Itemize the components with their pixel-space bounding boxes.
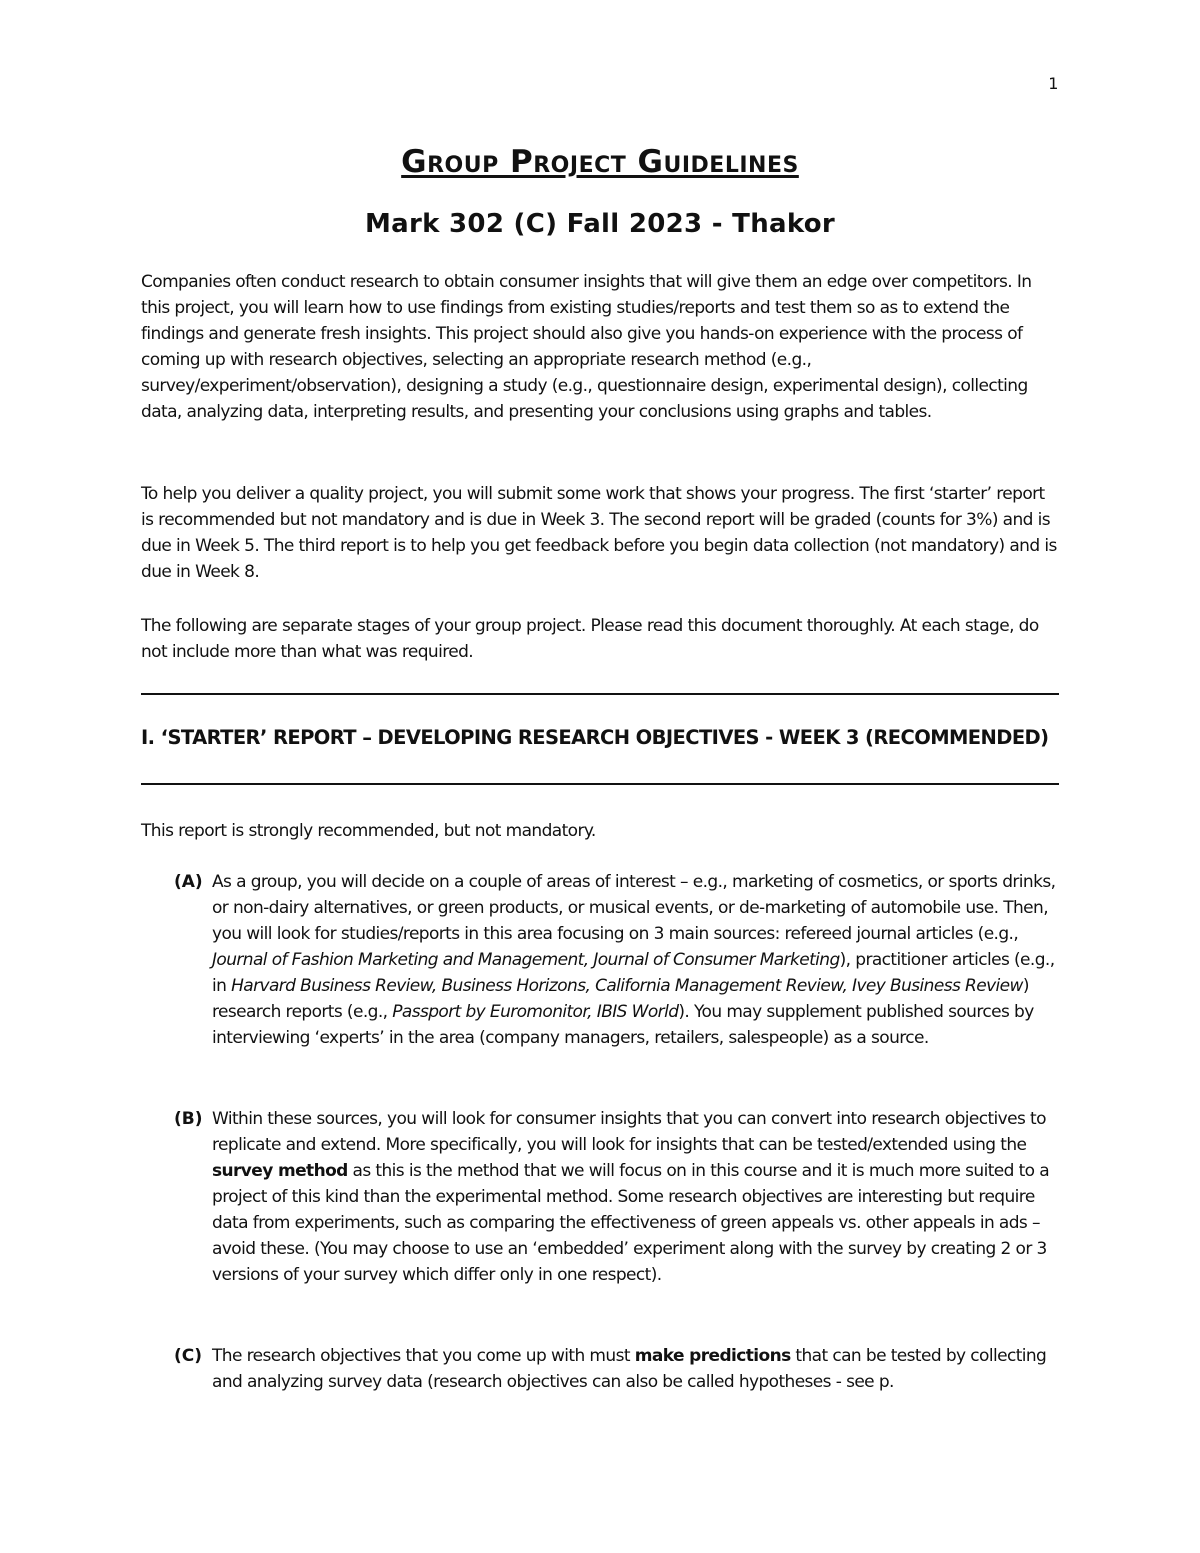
list-item-text	[212, 1106, 1062, 1288]
section-intro-text: This report is strongly recommended, but not mandatory.	[141, 821, 596, 841]
text-run: Within these sources, you will look for consumer insights that you can convert into research objectives to replicate and extend. More specifically, you will look for insights that can be tested/extended using the	[212, 1109, 1046, 1155]
text-run: ). You may supplement published sources by interviewing ‘experts’ in the area (company managers, retailers, salespeople) as a source.	[212, 1002, 1034, 1048]
text-run: as this is the method that we will focus on in this course and it is much more suited to a project of this kind than the experimental method. Some research objectives are interesting but require data from experiments, such as comparing the effectiveness of green appeals vs. other appeals in ads – avoid these. (You may choose to use an ‘embedded’ experiment along with the survey by creating 2 or 3 versions of your survey which differ only in one respect).	[212, 1161, 1050, 1285]
list-marker: (A)	[174, 872, 203, 892]
text-run-italic: Journal of Fashion Marketing and Management, Journal of Consumer Marketing	[212, 950, 840, 970]
text-run: As a group, you will decide on a couple of areas of interest – e.g., marketing of cosmetics, or sports drinks, or non-dairy alternatives, or green products, or musical events, or de-marketing of automobile use. Then, you will look for studies/reports in this area focusing on 3 main sources: refereed journal articles (e.g.,	[212, 872, 1056, 944]
intro-paragraph-1: Companies often conduct research to obtain consumer insights that will give them an edge over competitors. In this project, you will learn how to use findings from existing studies/reports and test them so as to extend the findings and generate fresh insights. This project should also give you hands-on experience with the process of coming up with research objectives, selecting an appropriate research method (e.g., survey/experiment/observation), designing a study (e.g., questionnaire design, experimental design), collecting data, analyzing data, interpreting results, and presenting your conclusions using graphs and tables.	[141, 272, 1032, 422]
page-number: 1	[1048, 74, 1058, 93]
list-marker: (B)	[174, 1109, 203, 1129]
list-marker: (C)	[174, 1346, 203, 1366]
text-run-italic: Passport by Euromonitor, IBIS World	[392, 1002, 679, 1022]
text-run-italic: Harvard Business Review, Business Horizons, California Management Review, Ivey Business Review	[231, 976, 1023, 996]
document-subtitle: Mark 302 (C) Fall 2023 - Thakor	[364, 209, 836, 239]
text-run: that can be tested by collecting and analyzing survey data (research objectives can also be called hypotheses - see p.	[212, 1346, 1047, 1392]
list-item-text	[212, 1343, 1062, 1395]
document-title: Group Project Guidelines	[401, 144, 799, 180]
list-item-text	[212, 869, 1062, 1051]
text-run: ), practitioner articles (e.g., in	[212, 950, 1055, 996]
section-divider-bottom	[141, 783, 1059, 785]
section-divider-top	[141, 693, 1059, 695]
intro-paragraph-3: The following are separate stages of your group project. Please read this document thoroughly. At each stage, do not include more than what was required.	[141, 616, 1039, 662]
text-run-bold: make predictions	[634, 1346, 791, 1366]
text-run-bold: survey method	[212, 1161, 348, 1181]
intro-paragraph-2: To help you deliver a quality project, you will submit some work that shows your progress. The first ‘starter’ report is recommended but not mandatory and is due in Week 3. The second report will be graded (counts for 3%) and is due in Week 5. The third report is to help you get feedback before you begin data collection (not mandatory) and is due in Week 8.	[141, 484, 1057, 582]
text-run: The research objectives that you come up with must	[212, 1346, 635, 1366]
text-run: ) research reports (e.g.,	[212, 976, 1029, 1022]
section-heading: I. ‘STARTER’ REPORT – DEVELOPING RESEARCH OBJECTIVES - WEEK 3 (RECOMMENDED)	[141, 726, 1049, 749]
